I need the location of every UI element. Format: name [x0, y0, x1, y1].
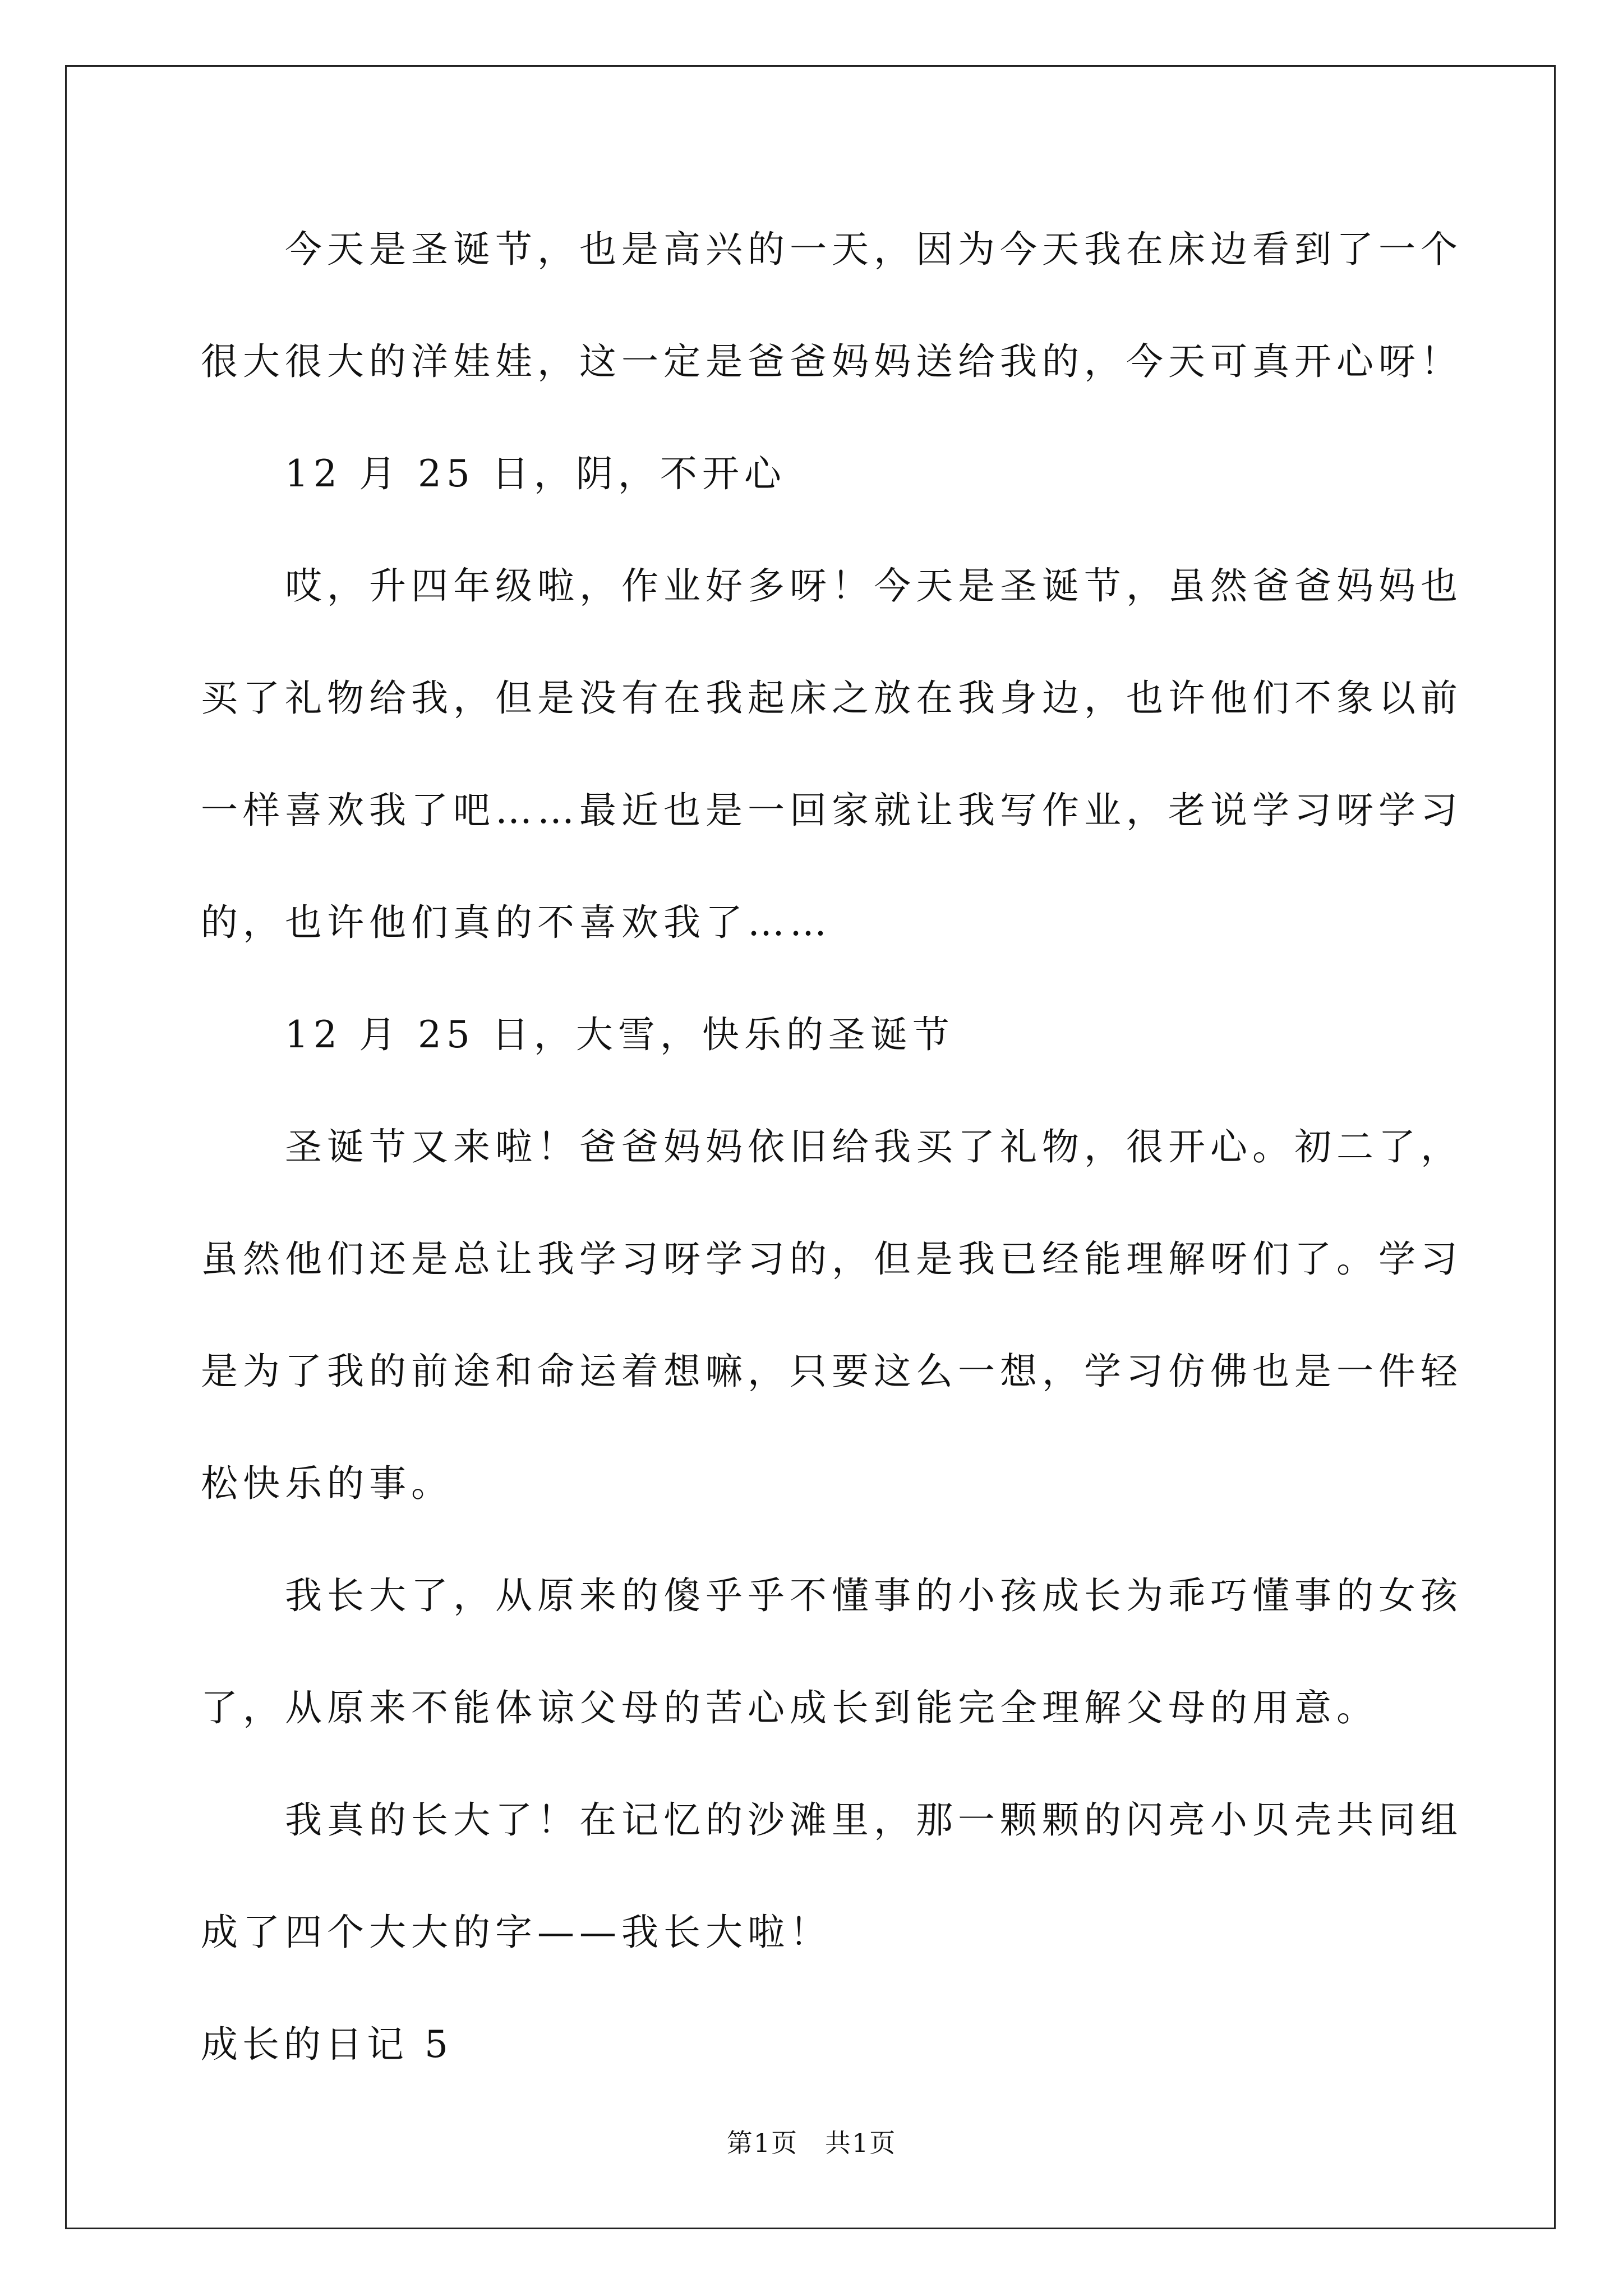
paragraph-line: 我真的长大了！在记忆的沙滩里，那一颗颗的闪亮小贝壳共同组	[285, 1798, 1463, 1842]
paragraph-line: 的，也许他们真的不喜欢我了……	[201, 901, 832, 944]
paragraph-line: 是为了我的前途和命运着想嘛，只要这么一想，学习仿佛也是一件轻	[201, 1350, 1463, 1393]
paragraph-line: 哎，升四年级啦，作业好多呀！今天是圣诞节，虽然爸爸妈妈也	[285, 564, 1463, 608]
paragraph-line: 很大很大的洋娃娃，这一定是爸爸妈妈送给我的，今天可真开心呀！	[201, 340, 1463, 383]
paragraph-line: 松快乐的事。	[201, 1462, 453, 1505]
paragraph-line: 一样喜欢我了吧……最近也是一回家就让我写作业，老说学习呀学习	[201, 789, 1463, 832]
paragraph-line: 了，从原来不能体谅父母的苦心成长到能完全理解父母的用意。	[201, 1686, 1378, 1729]
paragraph-line: 圣诞节又来啦！爸爸妈妈依旧给我买了礼物，很开心。初二了，	[285, 1125, 1463, 1168]
page-footer: 第1页 共1页	[726, 2128, 897, 2158]
paragraph-line: 成了四个大大的字——我长大啦！	[201, 1911, 832, 1954]
diary-date-heading: 12 月 25 日，大雪，快乐的圣诞节	[285, 1013, 955, 1056]
paragraph-line: 虽然他们还是总让我学习呀学习的，但是我已经能理解呀们了。学习	[201, 1237, 1463, 1281]
paragraph-line: 买了礼物给我，但是没有在我起床之放在我身边，也许他们不象以前	[201, 677, 1463, 720]
section-title: 成长的日记 5	[201, 2023, 453, 2066]
diary-date-heading: 12 月 25 日，阴，不开心	[285, 452, 786, 495]
paragraph-line: 我长大了，从原来的傻乎乎不懂事的小孩成长为乖巧懂事的女孩	[285, 1574, 1463, 1617]
paragraph-line: 今天是圣诞节，也是高兴的一天，因为今天我在床边看到了一个	[285, 228, 1463, 271]
